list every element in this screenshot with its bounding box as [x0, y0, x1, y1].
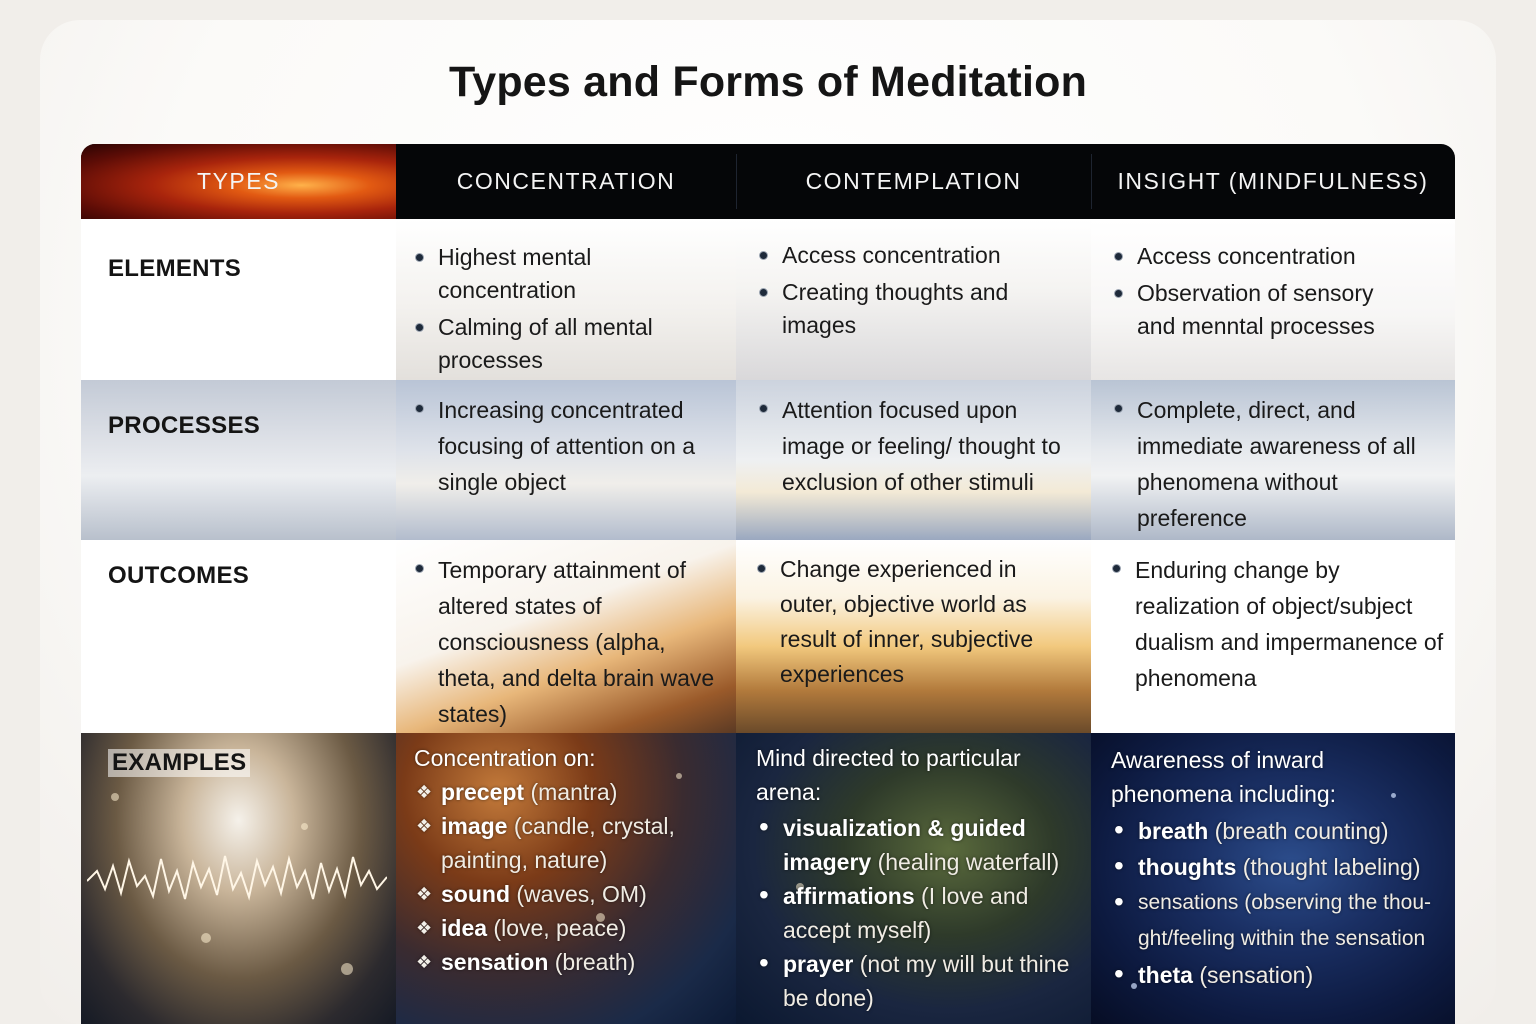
- row-label-elements: ELEMENTS: [108, 255, 242, 282]
- list-item: Access concentration: [760, 239, 1070, 272]
- list-item: • affirmations (I love and accept myself): [756, 879, 1081, 947]
- row-label-cell: [81, 540, 396, 733]
- examples-intro: Concentration on:: [414, 745, 596, 771]
- list-item: Complete, direct, and immediate awareness of all phenomena without preference: [1115, 392, 1445, 536]
- meditation-table: [81, 144, 1455, 1024]
- list-item: Highest mental concentration: [416, 241, 716, 307]
- examples-intro: Mind directed to particular arena:: [756, 745, 1021, 805]
- list-item: Attention focused upon image or feeling/ thought to exclusion of other stimuli: [760, 392, 1070, 500]
- row-examples: [81, 733, 1455, 1024]
- list-item: • theta (sensation): [1111, 957, 1451, 993]
- list-item: Increasing concentrated focusing of attention on a single object: [416, 392, 716, 500]
- table-header: [81, 144, 1455, 219]
- bullet-list: [1115, 392, 1445, 540]
- list-item: • thoughts (thought labeling): [1111, 849, 1451, 885]
- list-item: Enduring change by realization of object/subject dualism and impermanence of phenomena: [1113, 552, 1448, 696]
- row-label-cell: [81, 380, 396, 540]
- bullet-list: [758, 552, 1076, 696]
- bullet-list: [1115, 240, 1405, 347]
- row-processes: [81, 380, 1455, 540]
- row-label-cell: [81, 733, 396, 1024]
- examples-insight-text: [1111, 743, 1451, 993]
- cell-processes-concentration: [396, 380, 736, 540]
- list-item: ❖ sensation (breath): [414, 945, 729, 979]
- bullet-list: [760, 239, 1070, 346]
- cell-elements-insight: [1091, 219, 1455, 380]
- examples-list: [756, 811, 1081, 1015]
- list-item: ❖ sound (waves, OM): [414, 877, 729, 911]
- bullet-list: [416, 241, 716, 380]
- row-outcomes: [81, 540, 1455, 733]
- cell-elements-concentration: [396, 219, 736, 380]
- examples-concentration-text: [414, 741, 729, 979]
- examples-contemplation-text: [756, 741, 1081, 1015]
- cell-outcomes-insight: [1091, 540, 1455, 733]
- examples-list: [1111, 813, 1451, 993]
- cell-examples-contemplation: [736, 733, 1091, 1024]
- examples-intro: Awareness of inward phenomena including:: [1111, 747, 1337, 807]
- list-item: Change experienced in outer, objective world as result of inner, subjective experiences: [758, 552, 1076, 692]
- header-contemplation: CONTEMPLATION: [805, 168, 1022, 194]
- row-label-outcomes: OUTCOMES: [108, 562, 250, 589]
- cell-outcomes-concentration: [396, 540, 736, 733]
- examples-list: [414, 775, 729, 979]
- list-item: Creating thoughts and images: [760, 276, 1070, 342]
- cell-processes-insight: [1091, 380, 1455, 540]
- row-label-cell: [81, 219, 396, 380]
- list-item: Calming of all mental processes: [416, 311, 716, 377]
- list-item: ❖ image (candle, crystal, painting, nature): [414, 809, 729, 877]
- header-concentration: CONCENTRATION: [456, 168, 676, 194]
- list-item: Observation of sensory and menntal processes: [1115, 277, 1405, 343]
- list-item: ❖ precept (mantra): [414, 775, 729, 809]
- list-item: ❖ idea (love, peace): [414, 911, 729, 945]
- list-item: Temporary attainment of altered states of consciousness (alpha, theta, and delta brain wave states): [416, 552, 728, 732]
- cell-elements-contemplation: [736, 219, 1091, 380]
- cell-examples-insight: [1091, 733, 1455, 1024]
- row-elements: [81, 219, 1455, 380]
- header-insight: INSIGHT (MINDFULNESS): [1117, 168, 1429, 194]
- list-item: • sensations (observing the thou-ght/feeling within the sensation: [1111, 885, 1451, 957]
- brainwave-icon: [87, 841, 387, 911]
- bullet-list: [1113, 552, 1448, 700]
- row-label-processes: PROCESSES: [108, 412, 261, 439]
- list-item: Access concentration: [1115, 240, 1405, 273]
- bullet-list: [760, 392, 1070, 504]
- cell-examples-concentration: [396, 733, 736, 1024]
- page-title: Types and Forms of Meditation: [448, 58, 1088, 106]
- bullet-list: [416, 552, 728, 733]
- sparkle-decoration: [341, 963, 353, 975]
- list-item: • prayer (not my will but thine be done): [756, 947, 1081, 1015]
- list-item: • breath (breath counting): [1111, 813, 1451, 849]
- cell-outcomes-contemplation: [736, 540, 1091, 733]
- list-item: • visualization & guided imagery (healing waterfall): [756, 811, 1081, 879]
- sparkle-decoration: [111, 793, 119, 801]
- header-types: TYPES: [81, 144, 396, 219]
- bullet-list: [416, 392, 716, 504]
- row-label-examples: EXAMPLES: [108, 749, 250, 777]
- cell-processes-contemplation: [736, 380, 1091, 540]
- sparkle-decoration: [301, 823, 308, 830]
- sparkle-decoration: [201, 933, 211, 943]
